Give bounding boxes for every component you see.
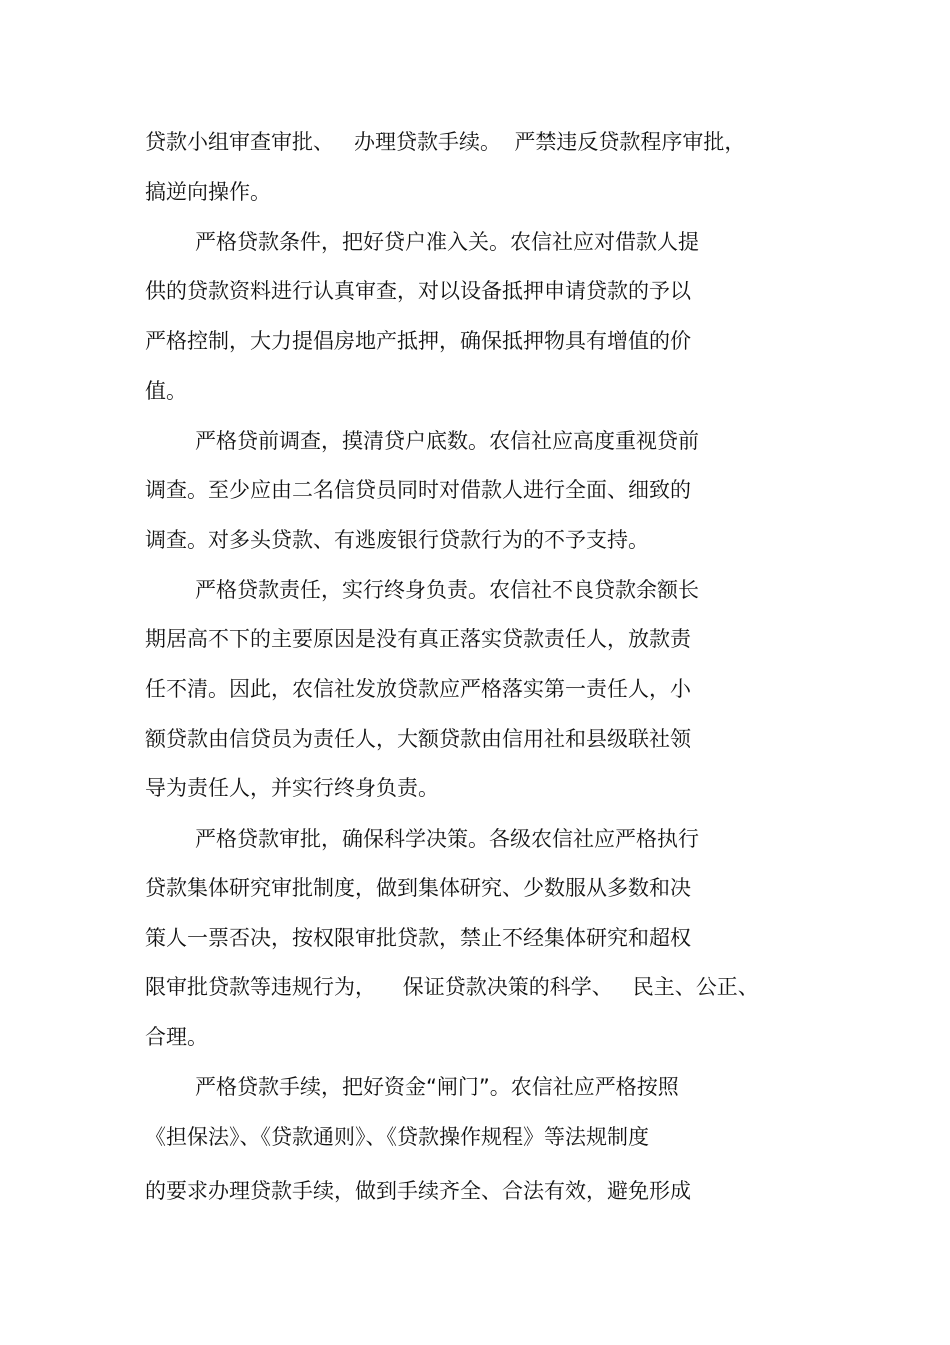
text-line: 额贷款由信贷员为责任人，大额贷款由信用社和县级联社领 bbox=[145, 727, 691, 751]
text-line: 严格控制，大力提倡房地产抵押，确保抵押物具有增值的价 bbox=[145, 329, 691, 353]
text-line: 调查。至少应由二名信贷员同时对借款人进行全面、细致的 bbox=[145, 478, 691, 502]
text-line: 《担保法》、《贷款通则》、《贷款操作规程》等法规制度 bbox=[145, 1125, 649, 1149]
text-line: 的要求办理贷款手续，做到手续齐全、合法有效，避免形成 bbox=[145, 1179, 691, 1203]
text-line: 搞逆向操作。 bbox=[145, 180, 271, 204]
text-line: 策人一票否决，按权限审批贷款，禁止不经集体研究和超权 bbox=[145, 926, 691, 950]
text-line: 值。 bbox=[145, 379, 187, 403]
text-line: 贷款小组审查审批、 办理贷款手续。 严禁违反贷款程序审批， bbox=[145, 130, 746, 154]
text-line: 导为责任人，并实行终身负责。 bbox=[145, 776, 439, 800]
text-line: 任不清。因此，农信社发放贷款应严格落实第一责任人，小 bbox=[145, 677, 691, 701]
text-line: 合理。 bbox=[145, 1025, 208, 1049]
text-line: 限审批贷款等违规行为， 保证贷款决策的科学、 民主、公正、 bbox=[145, 975, 759, 999]
paragraph-first-line: 严格贷前调查，摸清贷户底数。农信社应高度重视贷前 bbox=[195, 429, 699, 453]
text-line: 供的贷款资料进行认真审查，对以设备抵押申请贷款的予以 bbox=[145, 279, 691, 303]
text-line: 调查。对多头贷款、有逃废银行贷款行为的不予支持。 bbox=[145, 528, 649, 552]
text-line: 贷款集体研究审批制度，做到集体研究、少数服从多数和决 bbox=[145, 876, 691, 900]
text-line: 期居高不下的主要原因是没有真正落实贷款责任人，放款责 bbox=[145, 627, 691, 651]
paragraph-first-line: 严格贷款责任，实行终身负责。农信社不良贷款余额长 bbox=[195, 578, 699, 602]
paragraph-first-line: 严格贷款条件，把好贷户准入关。农信社应对借款人提 bbox=[195, 230, 699, 254]
paragraph-first-line: 严格贷款手续，把好资金“闸门”。农信社应严格按照 bbox=[195, 1075, 679, 1099]
paragraph-first-line: 严格贷款审批，确保科学决策。各级农信社应严格执行 bbox=[195, 827, 699, 851]
